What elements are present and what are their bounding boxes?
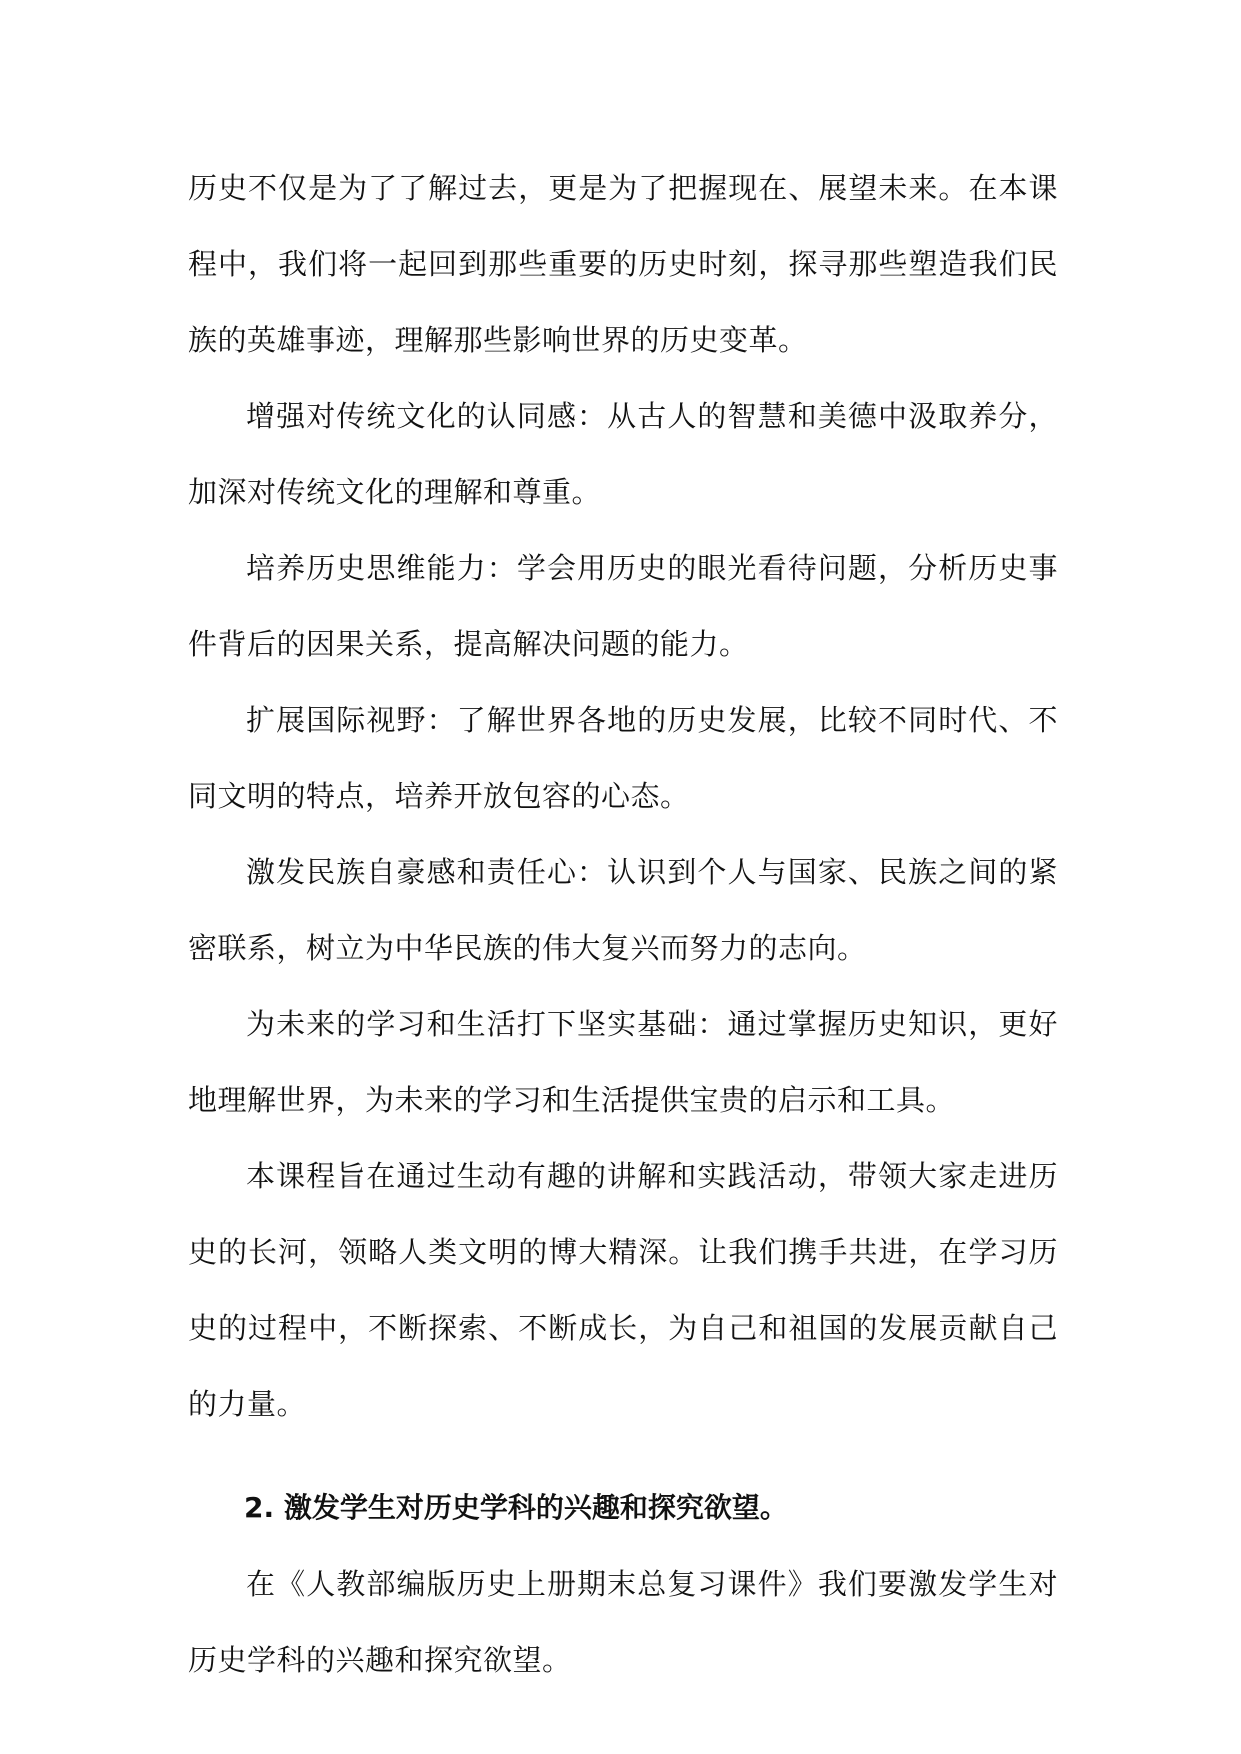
section-heading: 2. 激发学生对历史学科的兴趣和探究欲望。 — [244, 1491, 788, 1524]
summary-paragraph: 本课程旨在通过生动有趣的讲解和实践活动，带领大家走进历史的长河，领略人类文明的博大精深。让我们携手共进，在学习历史的过程中，不断探索、不断成长，为自己和祖国的发展贡献自己的力量。 — [188, 1159, 1058, 1421]
section-body-paragraph: 在《人教部编版历史上册期末总复习课件》我们要激发学生对历史学科的兴趣和探究欲望。 — [188, 1567, 1058, 1677]
goal-paragraph-foundation: 为未来的学习和生活打下坚实基础：通过掌握历史知识，更好地理解世界，为未来的学习和生活提供宝贵的启示和工具。 — [188, 1007, 1058, 1117]
goal-paragraph-pride: 激发民族自豪感和责任心：认识到个人与国家、民族之间的紧密联系，树立为中华民族的伟大复兴而努力的志向。 — [188, 855, 1058, 965]
goal-paragraph-culture: 增强对传统文化的认同感：从古人的智慧和美德中汲取养分，加深对传统文化的理解和尊重。 — [188, 399, 1058, 509]
goal-paragraph-thinking: 培养历史思维能力：学会用历史的眼光看待问题，分析历史事件背后的因果关系，提高解决问题的能力。 — [188, 551, 1058, 661]
intro-paragraph: 历史不仅是为了了解过去，更是为了把握现在、展望未来。在本课程中，我们将一起回到那些重要的历史时刻，探寻那些塑造我们民族的英雄事迹，理解那些影响世界的历史变革。 — [188, 171, 1058, 357]
goal-paragraph-vision: 扩展国际视野：了解世界各地的历史发展，比较不同时代、不同文明的特点，培养开放包容的心态。 — [188, 703, 1058, 813]
document-page — [188, 150, 1058, 1698]
